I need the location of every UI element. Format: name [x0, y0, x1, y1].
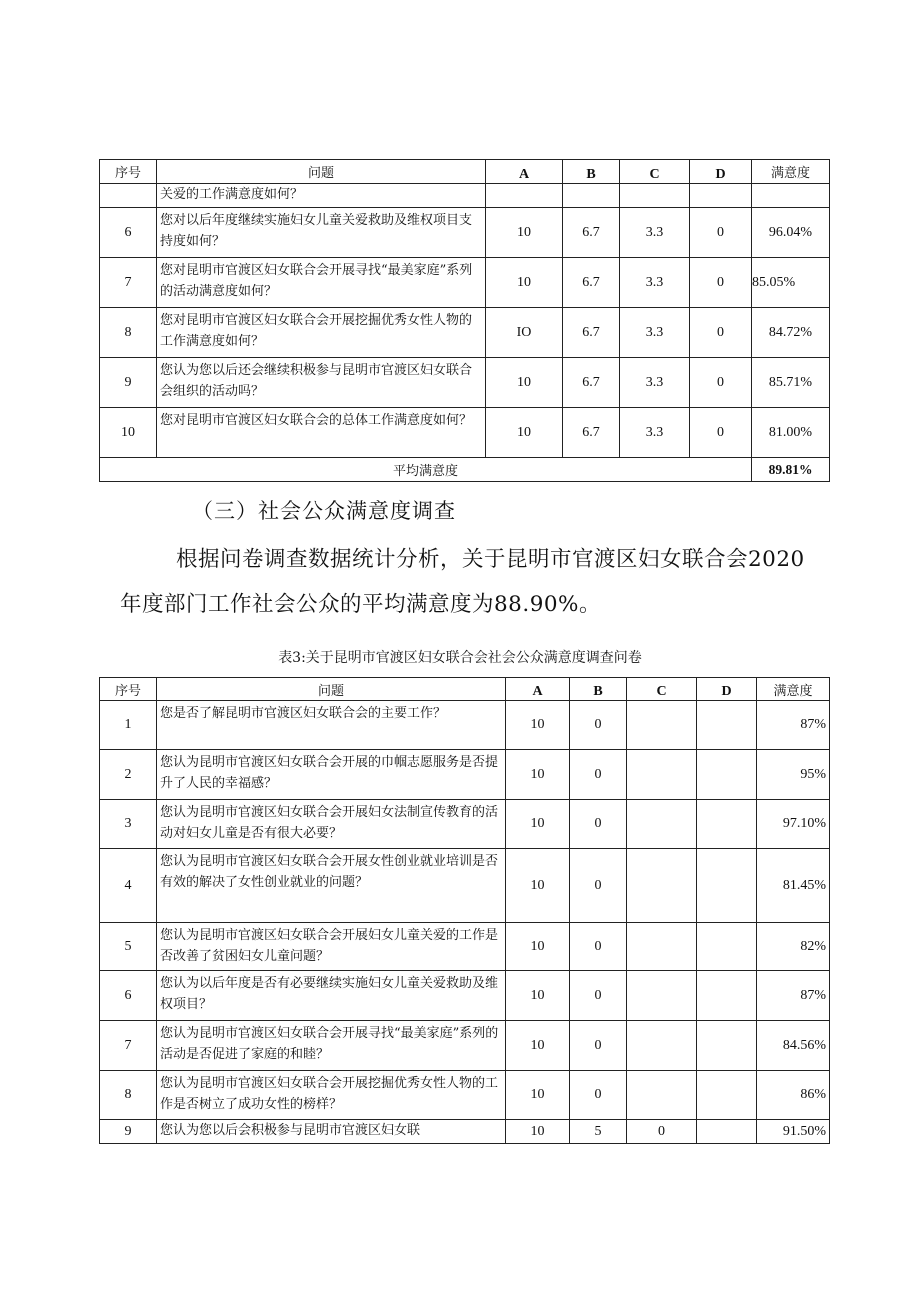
row-b	[563, 184, 620, 208]
table-row	[100, 923, 830, 971]
row-a: 10	[486, 358, 563, 408]
row-c	[627, 849, 697, 923]
row-b: 5	[570, 1120, 627, 1144]
row-satisfaction: 96.04%	[752, 208, 830, 258]
row-question: 您认为昆明市官渡区妇女联合会开展的巾帼志愿服务是否提升了人民的幸福感？	[157, 750, 506, 800]
row-b: 0	[570, 849, 627, 923]
row-satisfaction	[752, 184, 830, 208]
row-no: 3	[100, 800, 157, 849]
row-question: 您对昆明市官渡区妇女联合会的总体工作满意度如何？	[157, 408, 486, 458]
row-satisfaction: 95%	[757, 750, 830, 800]
table-row	[100, 971, 830, 1021]
row-no: 8	[100, 308, 157, 358]
row-a: 10	[506, 750, 570, 800]
row-no: 5	[100, 923, 157, 971]
table-row	[100, 800, 830, 849]
row-satisfaction: 85.05%	[752, 258, 830, 308]
table-row	[100, 750, 830, 800]
table-header-row	[100, 160, 830, 184]
row-no: 7	[100, 1021, 157, 1071]
row-question: 您认为您以后还会继续积极参与昆明市官渡区妇女联合会组织的活动吗？	[157, 358, 486, 408]
row-a	[486, 184, 563, 208]
row-d	[697, 750, 757, 800]
paragraph-line-1: 根据问卷调查数据统计分析，关于昆明市官渡区妇女联合会2020	[176, 547, 805, 572]
row-no: 6	[100, 971, 157, 1021]
row-satisfaction: 87%	[757, 971, 830, 1021]
row-c	[627, 800, 697, 849]
header-c: C	[620, 160, 690, 184]
average-row	[100, 458, 830, 482]
row-question: 您认为您以后会积极参与昆明市官渡区妇女联	[157, 1120, 506, 1144]
table-row	[100, 308, 830, 358]
header-b: B	[563, 160, 620, 184]
table-3	[99, 677, 830, 1144]
row-question: 您认为昆明市官渡区妇女联合会开展妇女法制宣传教育的活动对妇女儿童是否有很大必要？	[157, 800, 506, 849]
row-b: 6.7	[563, 358, 620, 408]
header-no: 序号	[100, 160, 157, 184]
paragraph-line-2: 年度部门工作社会公众的平均满意度为88.90%。	[120, 592, 601, 617]
row-no: 10	[100, 408, 157, 458]
header-no: 序号	[100, 678, 157, 701]
row-d	[697, 800, 757, 849]
row-no: 9	[100, 1120, 157, 1144]
row-satisfaction: 86%	[757, 1071, 830, 1120]
row-b: 0	[570, 1071, 627, 1120]
table-caption: 表3:关于昆明市官渡区妇女联合会社会公众满意度调查问卷	[278, 650, 642, 666]
row-d	[697, 701, 757, 750]
header-question: 问题	[157, 678, 506, 701]
row-a: 10	[486, 258, 563, 308]
table-row	[100, 184, 830, 208]
row-question: 您是否了解昆明市官渡区妇女联合会的主要工作？	[157, 701, 506, 750]
row-a: 10	[506, 971, 570, 1021]
row-satisfaction: 85.71%	[752, 358, 830, 408]
row-no: 6	[100, 208, 157, 258]
row-b: 0	[570, 1021, 627, 1071]
table-row	[100, 849, 830, 923]
row-b: 0	[570, 800, 627, 849]
table-row	[100, 408, 830, 458]
row-a: 10	[486, 208, 563, 258]
row-no: 1	[100, 701, 157, 750]
header-d: D	[697, 678, 757, 701]
row-c	[627, 750, 697, 800]
row-b: 6.7	[563, 208, 620, 258]
row-c	[627, 701, 697, 750]
table-row	[100, 258, 830, 308]
row-satisfaction: 81.45%	[757, 849, 830, 923]
row-d: 0	[690, 358, 752, 408]
row-no: 9	[100, 358, 157, 408]
row-question: 您对以后年度继续实施妇女儿童关爱救助及维权项目支持度如何？	[157, 208, 486, 258]
table-row	[100, 701, 830, 750]
row-question: 您认为以后年度是否有必要继续实施妇女儿童关爱救助及维权项目？	[157, 971, 506, 1021]
average-label: 平均满意度	[100, 458, 752, 482]
row-c: 3.3	[620, 208, 690, 258]
row-c: 3.3	[620, 408, 690, 458]
row-d: 0	[690, 308, 752, 358]
row-question: 您对昆明市官渡区妇女联合会开展挖掘优秀女性人物的工作满意度如何？	[157, 308, 486, 358]
table-row	[100, 1021, 830, 1071]
row-d	[697, 1021, 757, 1071]
row-d	[697, 1071, 757, 1120]
row-c	[627, 971, 697, 1021]
row-no: 8	[100, 1071, 157, 1120]
row-d: 0	[690, 258, 752, 308]
row-c: 0	[627, 1120, 697, 1144]
row-d	[697, 971, 757, 1021]
row-c	[627, 923, 697, 971]
row-satisfaction: 82%	[757, 923, 830, 971]
row-c	[620, 184, 690, 208]
row-a: 10	[486, 408, 563, 458]
row-no: 7	[100, 258, 157, 308]
row-a: 10	[506, 849, 570, 923]
row-c: 3.3	[620, 358, 690, 408]
row-d: 0	[690, 208, 752, 258]
row-satisfaction: 87%	[757, 701, 830, 750]
header-satisfaction: 满意度	[752, 160, 830, 184]
row-no: 2	[100, 750, 157, 800]
row-satisfaction: 81.00%	[752, 408, 830, 458]
row-question: 您认为昆明市官渡区妇女联合会开展挖掘优秀女性人物的工作是否树立了成功女性的榜样？	[157, 1071, 506, 1120]
row-a: 10	[506, 1021, 570, 1071]
row-b: 6.7	[563, 408, 620, 458]
row-question: 您认为昆明市官渡区妇女联合会开展女性创业就业培训是否有效的解决了女性创业就业的问题？	[157, 849, 506, 923]
row-no	[100, 184, 157, 208]
header-b: B	[570, 678, 627, 701]
row-a: 10	[506, 701, 570, 750]
row-a: 10	[506, 800, 570, 849]
header-a: A	[486, 160, 563, 184]
row-c	[627, 1071, 697, 1120]
row-no: 4	[100, 849, 157, 923]
row-question: 您认为昆明市官渡区妇女联合会开展妇女儿童关爱的工作是否改善了贫困妇女儿童问题？	[157, 923, 506, 971]
row-d: 0	[690, 408, 752, 458]
row-d	[697, 849, 757, 923]
row-c	[627, 1021, 697, 1071]
row-satisfaction: 97.10%	[757, 800, 830, 849]
header-satisfaction: 满意度	[757, 678, 830, 701]
table-row	[100, 1071, 830, 1120]
header-a: A	[506, 678, 570, 701]
header-question: 问题	[157, 160, 486, 184]
row-d	[690, 184, 752, 208]
table-row	[100, 208, 830, 258]
row-question: 您对昆明市官渡区妇女联合会开展寻找“最美家庭”系列的活动满意度如何？	[157, 258, 486, 308]
row-b: 0	[570, 750, 627, 800]
table-header-row	[100, 678, 830, 701]
table-row	[100, 1120, 830, 1144]
row-a: IO	[486, 308, 563, 358]
row-question: 您认为昆明市官渡区妇女联合会开展寻找“最美家庭”系列的活动是否促进了家庭的和睦？	[157, 1021, 506, 1071]
row-d	[697, 1120, 757, 1144]
row-a: 10	[506, 923, 570, 971]
row-question: 关爱的工作满意度如何？	[157, 184, 486, 208]
table-1	[99, 159, 830, 482]
row-satisfaction: 84.72%	[752, 308, 830, 358]
row-b: 0	[570, 701, 627, 750]
row-c: 3.3	[620, 258, 690, 308]
row-b: 0	[570, 971, 627, 1021]
row-b: 6.7	[563, 308, 620, 358]
section-heading: （三）社会公众满意度调查	[192, 499, 456, 523]
average-value: 89.81%	[752, 458, 830, 482]
row-a: 10	[506, 1071, 570, 1120]
row-satisfaction: 84.56%	[757, 1021, 830, 1071]
table-row	[100, 358, 830, 408]
header-d: D	[690, 160, 752, 184]
row-b: 0	[570, 923, 627, 971]
row-satisfaction: 91.50%	[757, 1120, 830, 1144]
row-c: 3.3	[620, 308, 690, 358]
row-b: 6.7	[563, 258, 620, 308]
header-c: C	[627, 678, 697, 701]
row-a: 10	[506, 1120, 570, 1144]
row-d	[697, 923, 757, 971]
